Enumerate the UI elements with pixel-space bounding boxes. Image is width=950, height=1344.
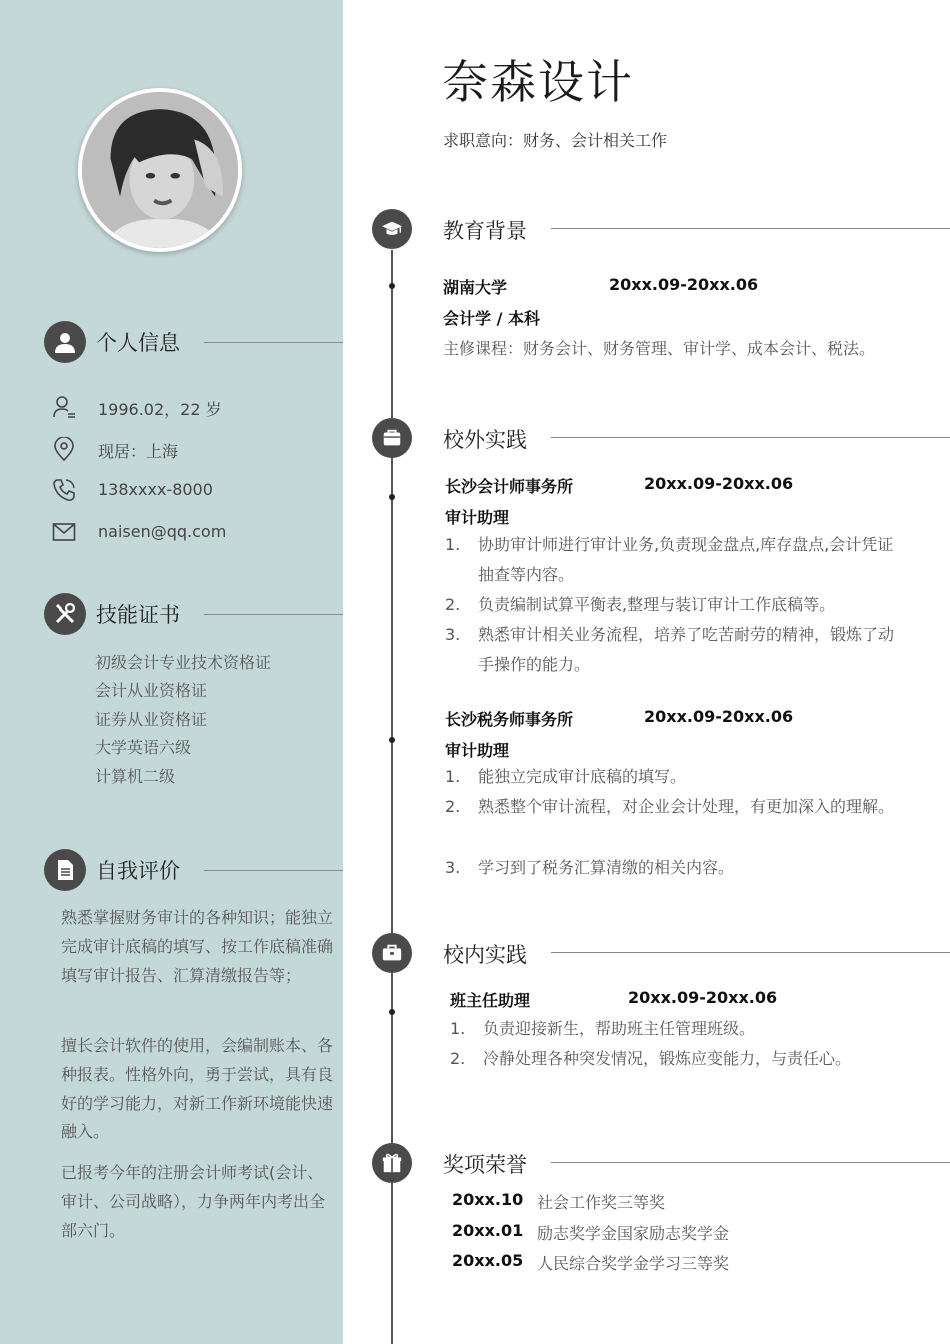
self-eval-paragraph: 已报考今年的注册会计师考试(会计、审计、公司战略），力争两年内考出全部六门。	[61, 1163, 326, 1240]
internal-practice-header	[372, 933, 950, 973]
mail-icon	[52, 520, 76, 544]
section-title: 技能证书	[96, 603, 180, 627]
location-icon	[52, 437, 76, 461]
phone-icon	[52, 478, 76, 502]
document-icon	[44, 849, 86, 891]
list-item: 2. 负责编制试算平衡表,整理与装订审计工作底稿等。	[445, 595, 836, 614]
job-role: 审计助理	[445, 741, 510, 760]
email-row	[52, 519, 332, 545]
courses: 主修课程：财务会计、财务管理、审计学、成本会计、税法。	[443, 339, 876, 358]
major: 会计学 / 本科	[443, 309, 540, 328]
cert-item: 初级会计专业技术资格证	[95, 653, 272, 672]
timeline-dot	[389, 494, 395, 500]
awards-header	[372, 1143, 950, 1183]
award-date: 20xx.05	[452, 1251, 524, 1270]
job-role: 班主任助理	[450, 991, 531, 1010]
section-title: 校内实践	[443, 943, 527, 967]
section-title: 教育背景	[443, 219, 527, 243]
org-name: 长沙税务师事务所	[445, 710, 574, 729]
education-header	[372, 209, 950, 249]
section-title: 个人信息	[96, 331, 180, 355]
divider	[551, 437, 950, 438]
graduation-cap-icon	[372, 209, 412, 249]
timeline-dot	[389, 283, 395, 289]
award-name: 励志奖学金国家励志奖学金	[537, 1224, 730, 1243]
education-date: 20xx.09-20xx.06	[609, 275, 759, 294]
phone-text: 138xxxx-8000	[98, 480, 213, 499]
org-name: 长沙会计师事务所	[445, 477, 574, 496]
section-title: 奖项荣誉	[443, 1153, 527, 1177]
birth-row	[52, 394, 332, 420]
divider	[551, 1162, 950, 1163]
divider	[204, 342, 343, 343]
email-text: naisen@qq.com	[98, 522, 227, 541]
location-text: 现居：上海	[98, 442, 179, 461]
user-icon	[44, 321, 86, 363]
external-practice-header	[372, 418, 950, 458]
list-item: 3. 熟悉审计相关业务流程，培养了吃苦耐劳的精神，锻炼了动手操作的能力。	[445, 625, 895, 674]
divider	[204, 870, 343, 871]
divider	[204, 614, 343, 615]
list-item: 2. 熟悉整个审计流程，对企业会计处理，有更加深入的理解。	[445, 797, 895, 816]
skills-header	[44, 593, 343, 635]
cert-item: 证券从业资格证	[95, 710, 208, 729]
award-name: 社会工作奖三等奖	[537, 1193, 666, 1212]
section-title: 自我评价	[96, 859, 180, 883]
timeline-dot	[389, 1009, 395, 1015]
avatar	[78, 88, 242, 252]
person-icon	[52, 395, 76, 419]
cert-item: 大学英语六级	[95, 738, 192, 757]
school-name: 湖南大学	[443, 278, 508, 297]
list-item: 2. 冷静处理各种突发情况，锻炼应变能力，与责任心。	[450, 1049, 852, 1068]
location-row	[52, 436, 332, 462]
job-intent: 求职意向：财务、会计相关工作	[443, 131, 668, 150]
cert-item: 计算机二级	[95, 767, 176, 786]
divider	[551, 952, 950, 953]
birth-text: 1996.02，22 岁	[98, 400, 222, 419]
timeline-dot	[389, 737, 395, 743]
award-date: 20xx.01	[452, 1221, 524, 1240]
bag-icon	[372, 933, 412, 973]
divider	[551, 228, 950, 229]
cert-item: 会计从业资格证	[95, 681, 208, 700]
personal-info-header	[44, 321, 343, 363]
tools-icon	[44, 593, 86, 635]
section-title: 校外实践	[443, 428, 527, 452]
phone-row	[52, 477, 332, 503]
self-eval-paragraph: 熟悉掌握财务审计的各种知识；能独立完成审计底稿的填写、按工作底稿准确填写审计报告、汇算清缴报告等；	[61, 908, 334, 985]
list-item: 1. 负责迎接新生，帮助班主任管理班级。	[450, 1019, 756, 1038]
list-item: 1. 协助审计师进行审计业务,负责现金盘点,库存盘点,会计凭证抽查等内容。	[445, 535, 894, 584]
briefcase-icon	[372, 418, 412, 458]
list-item: 3. 学习到了税务汇算清缴的相关内容。	[445, 858, 735, 877]
award-name: 人民综合奖学金学习三等奖	[537, 1254, 730, 1273]
job-date: 20xx.09-20xx.06	[644, 474, 794, 493]
job-date: 20xx.09-20xx.06	[644, 707, 794, 726]
gift-icon	[372, 1143, 412, 1183]
job-role: 审计助理	[445, 508, 510, 527]
self-eval-header	[44, 849, 343, 891]
job-date: 20xx.09-20xx.06	[628, 988, 778, 1007]
award-date: 20xx.10	[452, 1190, 524, 1209]
list-item: 1. 能独立完成审计底稿的填写。	[445, 767, 687, 786]
name-title: 奈森设计	[442, 55, 634, 109]
portrait-photo	[82, 92, 238, 248]
self-eval-paragraph: 擅长会计软件的使用，会编制账本、各种报表。性格外向，勇于尝试，具有良好的学习能力，对新工作新环境能快速融入。	[61, 1036, 334, 1142]
